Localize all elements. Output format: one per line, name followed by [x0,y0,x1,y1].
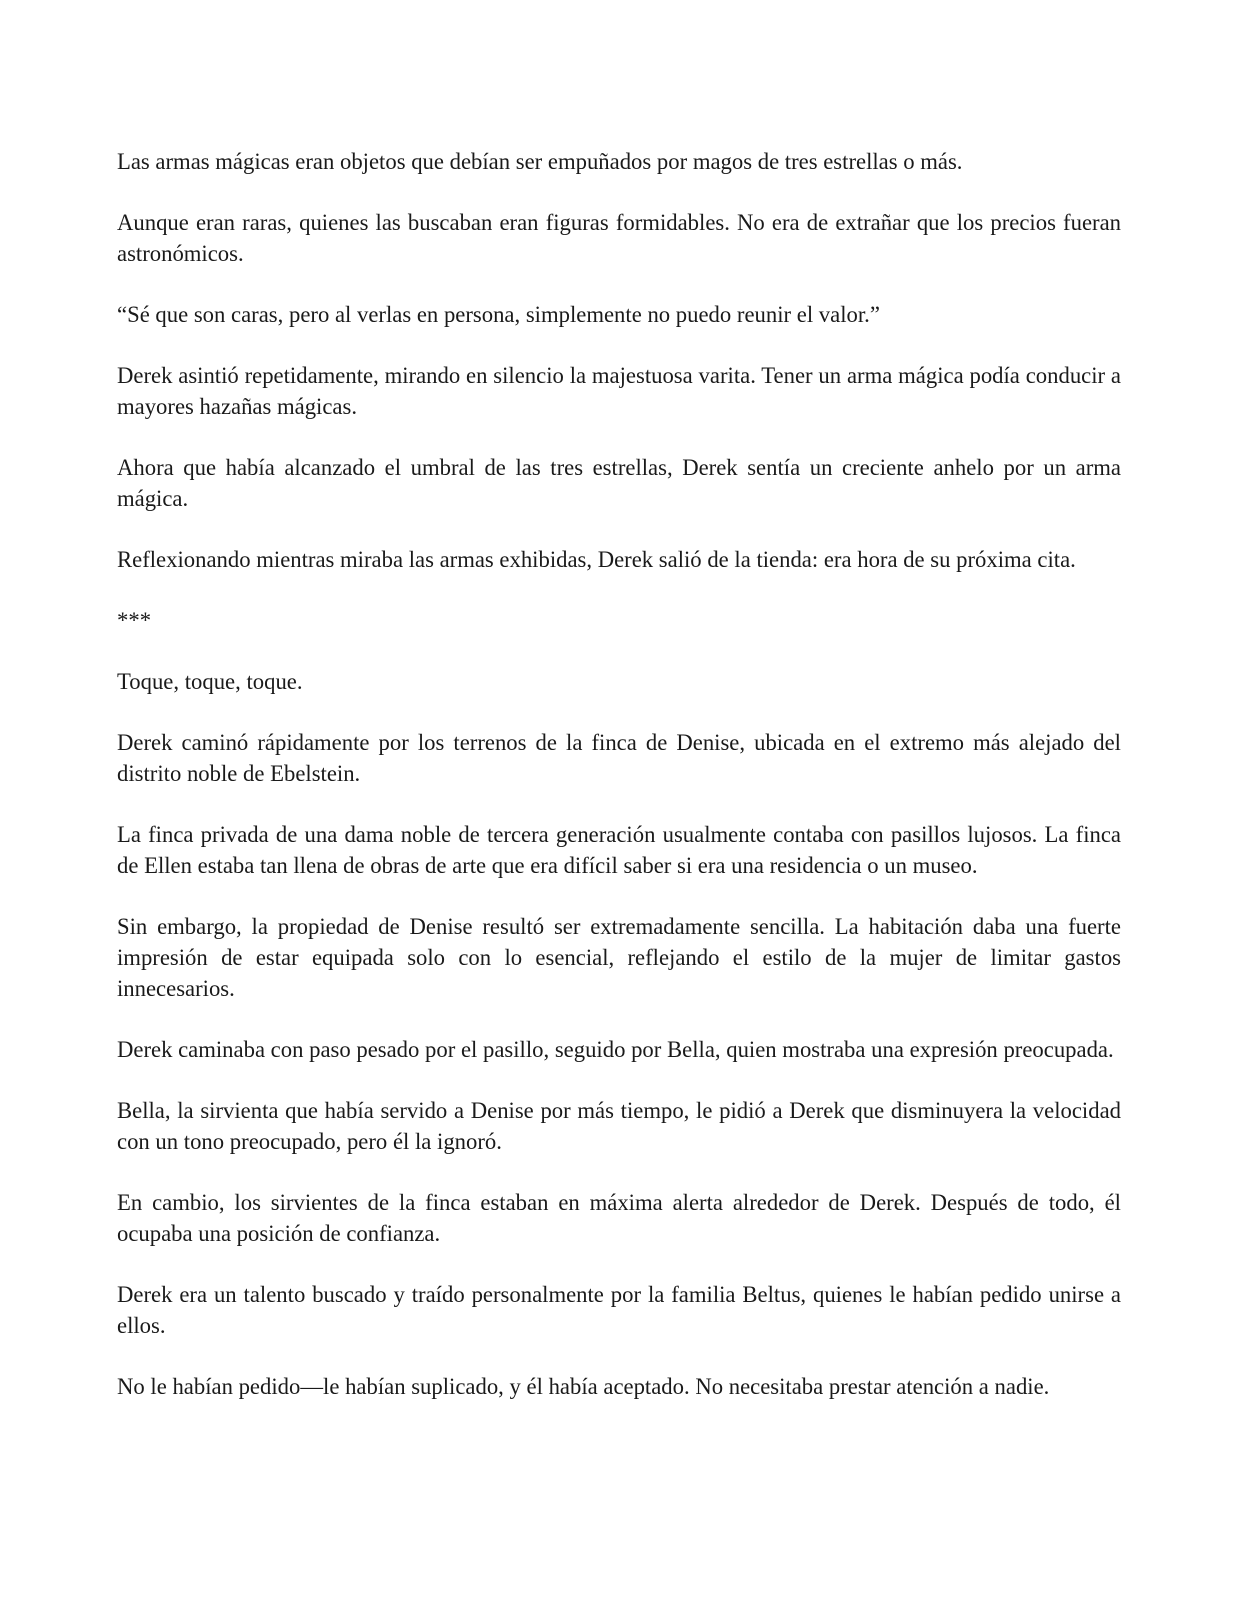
paragraph-10: Sin embargo, la propiedad de Denise resultó ser extremadamente sencilla. La habitación daba una fuerte impresión de estar equipada solo con lo esencial, reflejando el estilo de la mujer de limitar gastos innecesarios. [117,914,1121,1001]
document-page [117,146,1121,1432]
paragraph-3: “Sé que son caras, pero al verlas en persona, simplemente no puedo reunir el valor.” [117,302,880,327]
scene-break: *** [117,608,152,633]
paragraph-11: Derek caminaba con paso pesado por el pasillo, seguido por Bella, quien mostraba una expresión preocupada. [117,1037,1114,1062]
paragraph-1: Las armas mágicas eran objetos que debían ser empuñados por magos de tres estrellas o más. [117,149,963,174]
paragraph-8: Derek caminó rápidamente por los terrenos de la finca de Denise, ubicada en el extremo más alejado del distrito noble de Ebelstein. [117,730,1121,786]
paragraph-2: Aunque eran raras, quienes las buscaban eran figuras formidables. No era de extrañar que los precios fueran astronómicos. [117,210,1121,266]
paragraph-7: Toque, toque, toque. [117,669,303,694]
paragraph-12: Bella, la sirvienta que había servido a Denise por más tiempo, le pidió a Derek que disminuyera la velocidad con un tono preocupado, pero él la ignoró. [117,1098,1121,1154]
paragraph-13: En cambio, los sirvientes de la finca estaban en máxima alerta alrededor de Derek. Después de todo, él ocupaba una posición de confianza. [117,1190,1121,1246]
paragraph-6: Reflexionando mientras miraba las armas exhibidas, Derek salió de la tienda: era hora de su próxima cita. [117,547,1076,572]
paragraph-9: La finca privada de una dama noble de tercera generación usualmente contaba con pasillos lujosos. La finca de Ellen estaba tan llena de obras de arte que era difícil saber si era una residencia o un museo. [117,822,1121,878]
paragraph-5: Ahora que había alcanzado el umbral de las tres estrellas, Derek sentía un creciente anhelo por un arma mágica. [117,455,1121,511]
paragraph-4: Derek asintió repetidamente, mirando en silencio la majestuosa varita. Tener un arma mágica podía conducir a mayores hazañas mágicas. [117,363,1121,419]
paragraph-14: Derek era un talento buscado y traído personalmente por la familia Beltus, quienes le habían pedido unirse a ellos. [117,1282,1121,1338]
paragraph-15: No le habían pedido—le habían suplicado, y él había aceptado. No necesitaba prestar atención a nadie. [117,1374,1050,1399]
